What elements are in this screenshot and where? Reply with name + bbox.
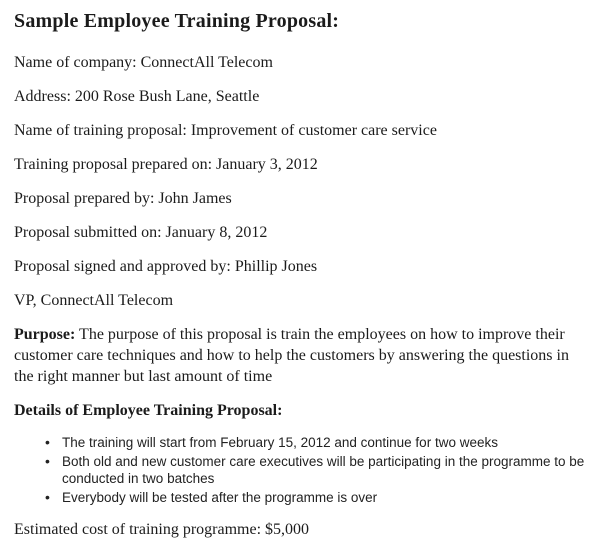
document-title: Sample Employee Training Proposal: <box>14 10 340 32</box>
field-prepared-by: Proposal prepared by: John James <box>14 190 232 207</box>
estimated-cost-line: Estimated cost of training programme: $5,000 <box>14 521 310 538</box>
purpose-paragraph <box>14 324 586 387</box>
field-submitted-on: Proposal submitted on: January 8, 2012 <box>14 224 268 241</box>
list-item: • Everybody will be tested after the programme is over <box>14 489 586 507</box>
list-item: • The training will start from February 15, 2012 and continue for two weeks <box>14 434 586 452</box>
field-address: Address: 200 Rose Bush Lane, Seattle <box>14 88 260 105</box>
field-proposal-name: Name of training proposal: Improvement of customer care service <box>14 122 437 139</box>
field-prepared-on: Training proposal prepared on: January 3, 2012 <box>14 156 318 173</box>
details-heading: Details of Employee Training Proposal: <box>14 402 283 419</box>
field-company-name: Name of company: ConnectAll Telecom <box>14 54 273 71</box>
details-bullet-list <box>14 434 586 506</box>
field-approved-by: Proposal signed and approved by: Phillip Jones <box>14 258 318 275</box>
purpose-label: Purpose: <box>14 326 76 343</box>
field-approver-title: VP, ConnectAll Telecom <box>14 292 174 309</box>
purpose-text: The purpose of this proposal is train the employees on how to improve their customer care techniques and how to help the customers by answering the questions in the right manner but last amount of time <box>14 326 569 385</box>
list-item: • Both old and new customer care executives will be participating in the programme to be conducted in two batches <box>14 453 586 488</box>
